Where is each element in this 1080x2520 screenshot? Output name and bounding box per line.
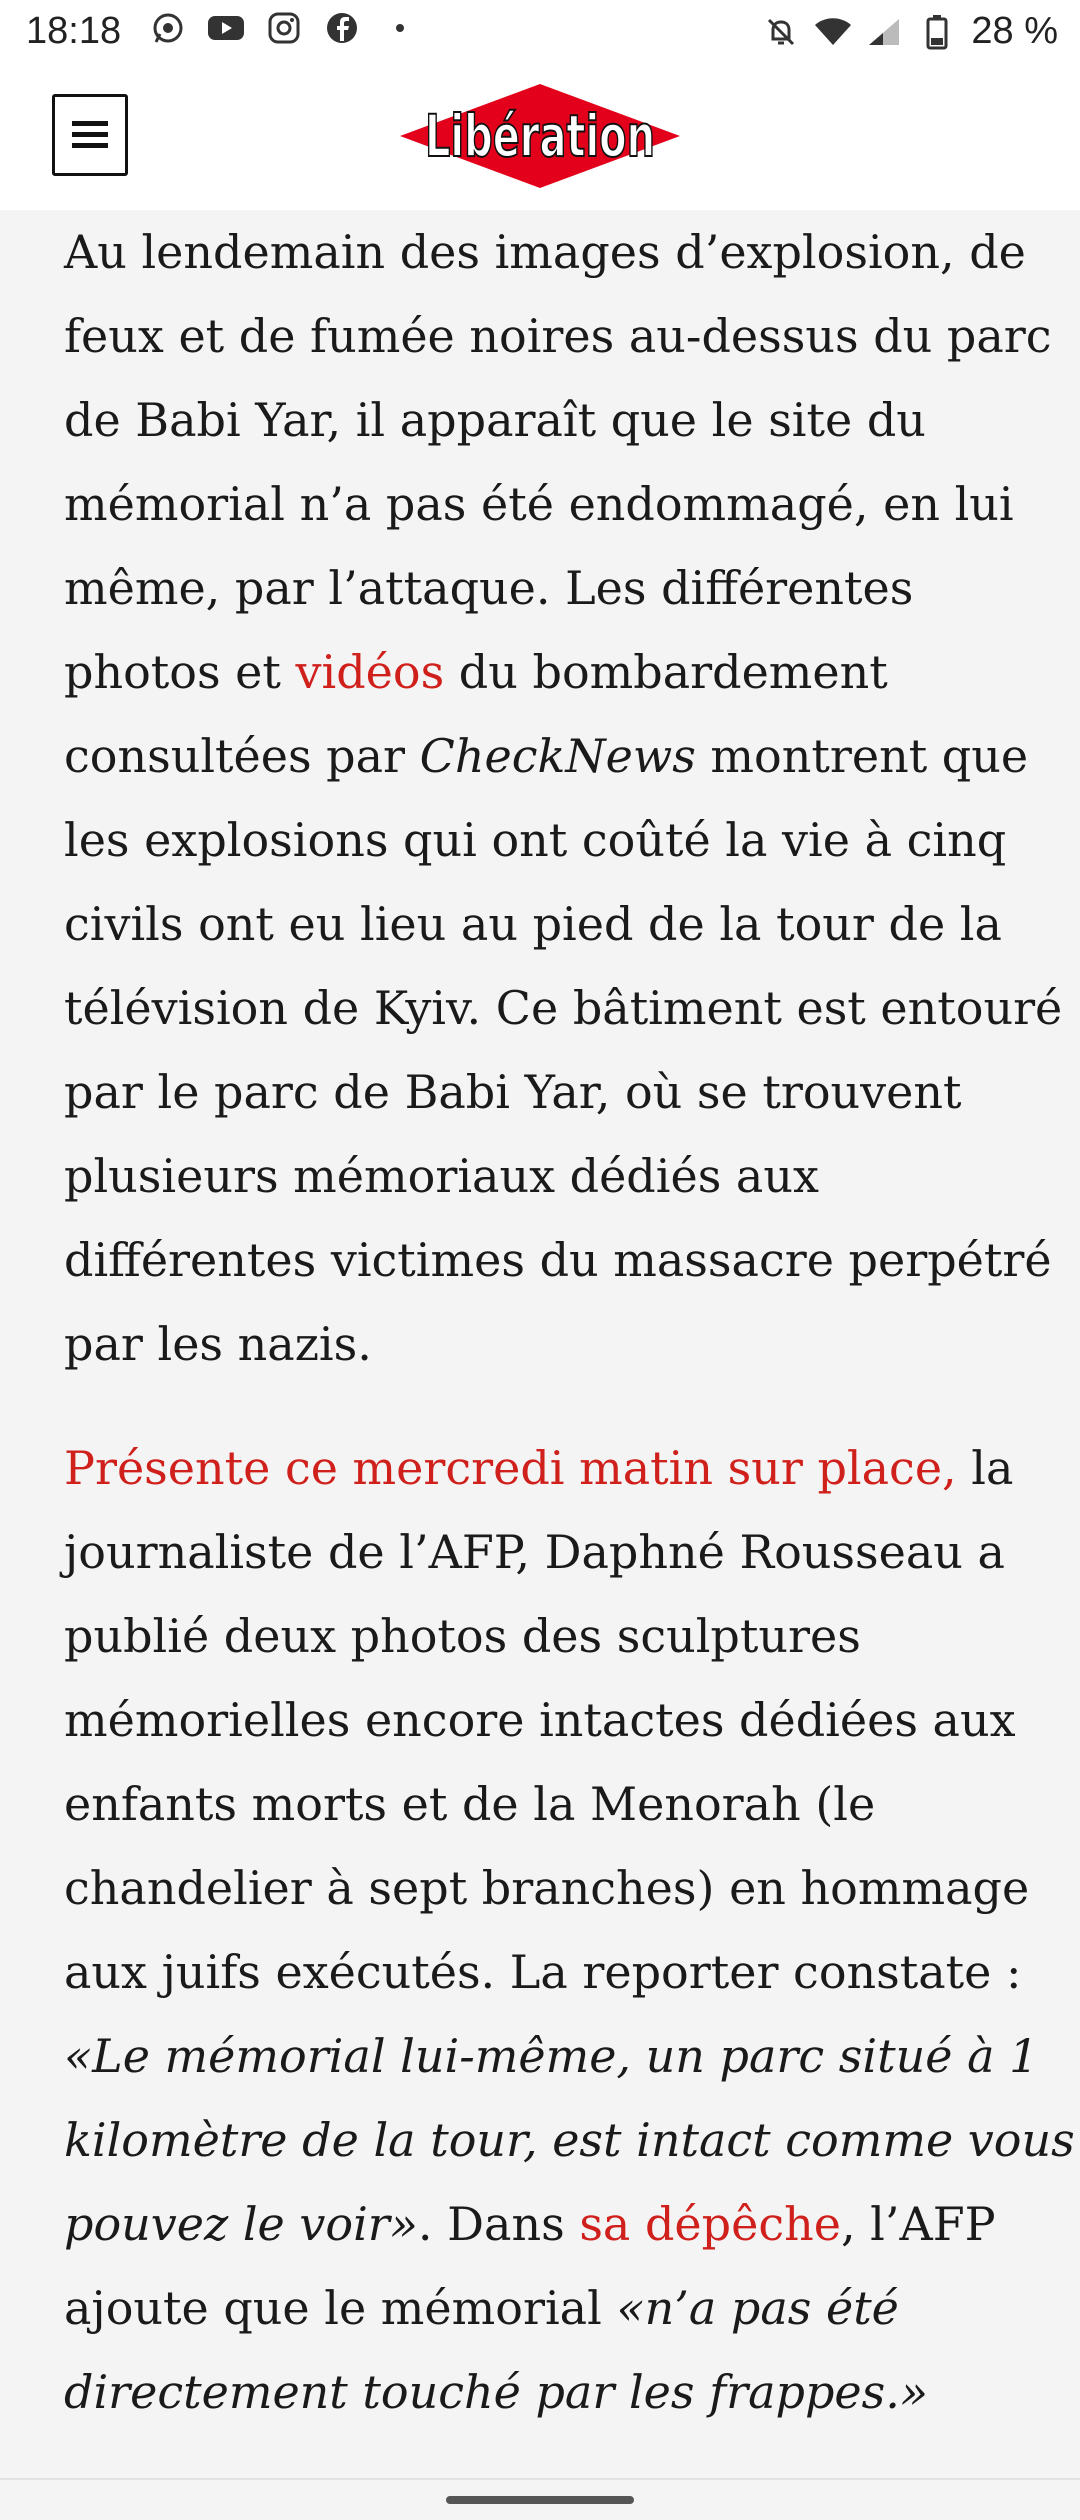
youtube-icon bbox=[208, 10, 244, 46]
whatsapp-icon bbox=[150, 10, 186, 46]
hamburger-icon bbox=[70, 118, 110, 152]
text-line: mémorielles encore intactes dédiées aux bbox=[64, 1693, 1016, 1747]
text-span: la bbox=[956, 1441, 1014, 1495]
text-span: du bombardement bbox=[444, 645, 888, 699]
text-line: feux et de fumée noires au-dessus du parc bbox=[64, 309, 1052, 363]
quote-line: kilomètre de la tour, est intact comme vous bbox=[64, 2113, 1075, 2167]
text-span: . Dans bbox=[417, 2197, 580, 2251]
text-line bbox=[64, 714, 1044, 798]
text-span: ajoute que le mémorial bbox=[64, 2281, 617, 2335]
quote-span: pouvez le voir» bbox=[64, 2197, 418, 2251]
text-line: chandelier à sept branches) en hommage bbox=[64, 1861, 1030, 1915]
text-line: journaliste de l’AFP, Daphné Rousseau a bbox=[64, 1525, 1005, 1579]
logo-text: Libération bbox=[425, 102, 655, 170]
facebook-icon bbox=[324, 10, 360, 46]
battery-level: 28 % bbox=[971, 10, 1058, 52]
liberation-logo[interactable] bbox=[400, 82, 680, 190]
text-line: télévision de Kyiv. Ce bâtiment est entouré bbox=[64, 981, 1063, 1035]
text-span: photos et bbox=[64, 645, 296, 699]
text-span: , l’AFP bbox=[840, 2197, 996, 2251]
videos-link[interactable]: vidéos bbox=[295, 645, 445, 699]
text-line: enfants morts et de la Menorah (le bbox=[64, 1777, 876, 1831]
quote-line: «Le mémorial lui-même, un parc situé à 1 bbox=[64, 2029, 1039, 2083]
text-line bbox=[64, 630, 1044, 714]
text-span: montrent que bbox=[695, 729, 1029, 783]
checknews-italic: CheckNews bbox=[419, 729, 696, 783]
text-line: par le parc de Babi Yar, où se trouvent bbox=[64, 1065, 962, 1119]
text-line: différentes victimes du massacre perpétré bbox=[64, 1233, 1052, 1287]
paragraph-2 bbox=[64, 1426, 1075, 2434]
text-span: consultées par bbox=[64, 729, 420, 783]
text-line bbox=[64, 2266, 1044, 2350]
text-line: de Babi Yar, il apparaît que le site du bbox=[64, 393, 926, 447]
text-line: les explosions qui ont coûté la vie à cinq bbox=[64, 813, 1007, 867]
wifi-icon bbox=[815, 14, 851, 50]
text-line: aux juifs exécutés. La reporter constate : bbox=[64, 1945, 1022, 1999]
menu-button[interactable] bbox=[52, 94, 128, 176]
text-line: publié deux photos des sculptures bbox=[64, 1609, 861, 1663]
bottom-divider bbox=[0, 2478, 1080, 2480]
site-header bbox=[0, 64, 1080, 210]
text-line: civils ont eu lieu au pied de la tour de la bbox=[64, 897, 1002, 951]
quote-span: «n’a pas été bbox=[616, 2281, 899, 2335]
gesture-bar[interactable] bbox=[446, 2496, 634, 2504]
quote-line: directement touché par les frappes.» bbox=[64, 2365, 929, 2419]
text-line: Au lendemain des images d’explosion, de bbox=[64, 225, 1026, 279]
dot-icon bbox=[382, 10, 418, 46]
status-time: 18:18 bbox=[26, 10, 122, 52]
presente-link[interactable]: Présente ce mercredi matin sur place, bbox=[64, 1441, 957, 1495]
instagram-icon bbox=[266, 10, 302, 46]
article-body bbox=[64, 210, 1075, 2434]
paragraph-1 bbox=[64, 210, 1063, 1386]
mute-icon bbox=[763, 14, 799, 50]
text-line: plusieurs mémoriaux dédiés aux bbox=[64, 1149, 819, 1203]
text-line bbox=[64, 2182, 1044, 2266]
battery-icon bbox=[919, 14, 955, 50]
text-line: même, par l’attaque. Les différentes bbox=[64, 561, 914, 615]
signal-icon bbox=[867, 14, 903, 50]
status-bar bbox=[0, 0, 1080, 64]
text-line: par les nazis. bbox=[64, 1317, 372, 1371]
sa-depeche-link[interactable]: sa dépêche bbox=[579, 2197, 841, 2251]
text-line: mémorial n’a pas été endommagé, en lui bbox=[64, 477, 1014, 531]
text-line bbox=[64, 1426, 1044, 1510]
